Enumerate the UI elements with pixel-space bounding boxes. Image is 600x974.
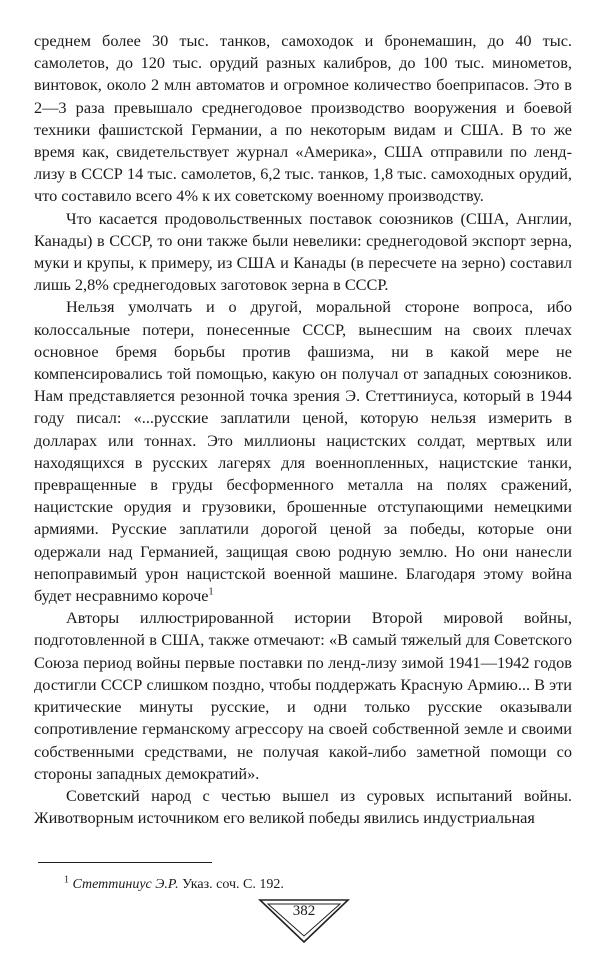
paragraph-1: среднем более 30 тыс. танков, самоходок и бронемашин, до 40 тыс. самолетов, до 120 тыс. орудий разных калибров, до 100 тыс. минометов, винтовок, около 2 млн автоматов и огромное количество боеприпасов. Это в 2—3 раза превышало среднегодовое производство вооружения и боевой техники фашистской Германии, а по некоторым видам и США. В то же время как, свидетельствует журнал «Америка», США отправили по ленд-лизу в СССР 14 тыс. самолетов, 6,2 тыс. танков, 1,8 тыс. самоходных орудий, что составило всего 4% к их советскому военному производству. (34, 31, 572, 206)
paragraph-2: Что касается продовольственных поставок союзников (США, Англии, Канады) в СССР, то они также были невелики: среднегодовой экспорт зерна, муки и крупы, к примеру, из США и Канады (в пересчете на зерно) составил лишь 2,8% среднегодовых заготовок зерна в СССР. (34, 208, 572, 295)
footnote-mark: 1 (64, 874, 69, 886)
paragraph-4: Авторы иллюстрированной истории Второй мировой войны, подготовленной в США, также отмечают: «В самый тяжелый для Советского Союза период войны первые поставки по ленд-лизу зимой 1941—1942 годов достигли СССР слишком поздно, чтобы поддержать Красную Армию... В эти критические минуты русские, и одни только русские оказывали сопротивление германскому агрессору на своей собственной земле и своими собственными средствами, не получая какой-либо заметной помощи со стороны западных демократий». (34, 608, 572, 783)
footnote-author: Стеттиниус Э.Р. (72, 877, 179, 892)
paragraph-3-text: Нельзя умолчать и о другой, моральной стороне вопроса, ибо колоссальные потери, понесенные СССР, вынесшим на своих плечах основное бремя борьбы против фашизма, ни в какой мере не компенсировались той помощью, какую он получал от западных союзников. Нам представляется резонной точка зрения Э. Стеттиниуса, который в 1944 году писал: «...русские заплатили ценой, которую нельзя измерить в долларах или тоннах. Это миллионы нацистских солдат, мертвых или находящихся в русских лагерях для военнопленных, нацистские танки, превращенные в груды бесформенного металла на полях сражений, нацистские орудия и грузовики, брошенные отступающими немецкими армиями. Русские заплатили дорогой ценой за победы, которые они одержали над Германией, защищая свою родную землю. Но они нанесли непоправимый урон нацистской военной машине. Благодаря этому война будет несравнимо короче (34, 297, 572, 606)
paragraph-5: Советский народ с честью вышел из суровых испытаний войны. Животворным источником его великой победы явились индустриальная (34, 785, 572, 828)
footnote (64, 876, 284, 894)
footnote-divider (38, 862, 212, 863)
paragraph-3 (34, 296, 572, 607)
footnote-citation: Указ. соч. С. 192. (182, 877, 284, 892)
page-number: 382 (292, 903, 316, 919)
footnote-reference: 1 (208, 586, 214, 598)
body-text (34, 30, 572, 829)
